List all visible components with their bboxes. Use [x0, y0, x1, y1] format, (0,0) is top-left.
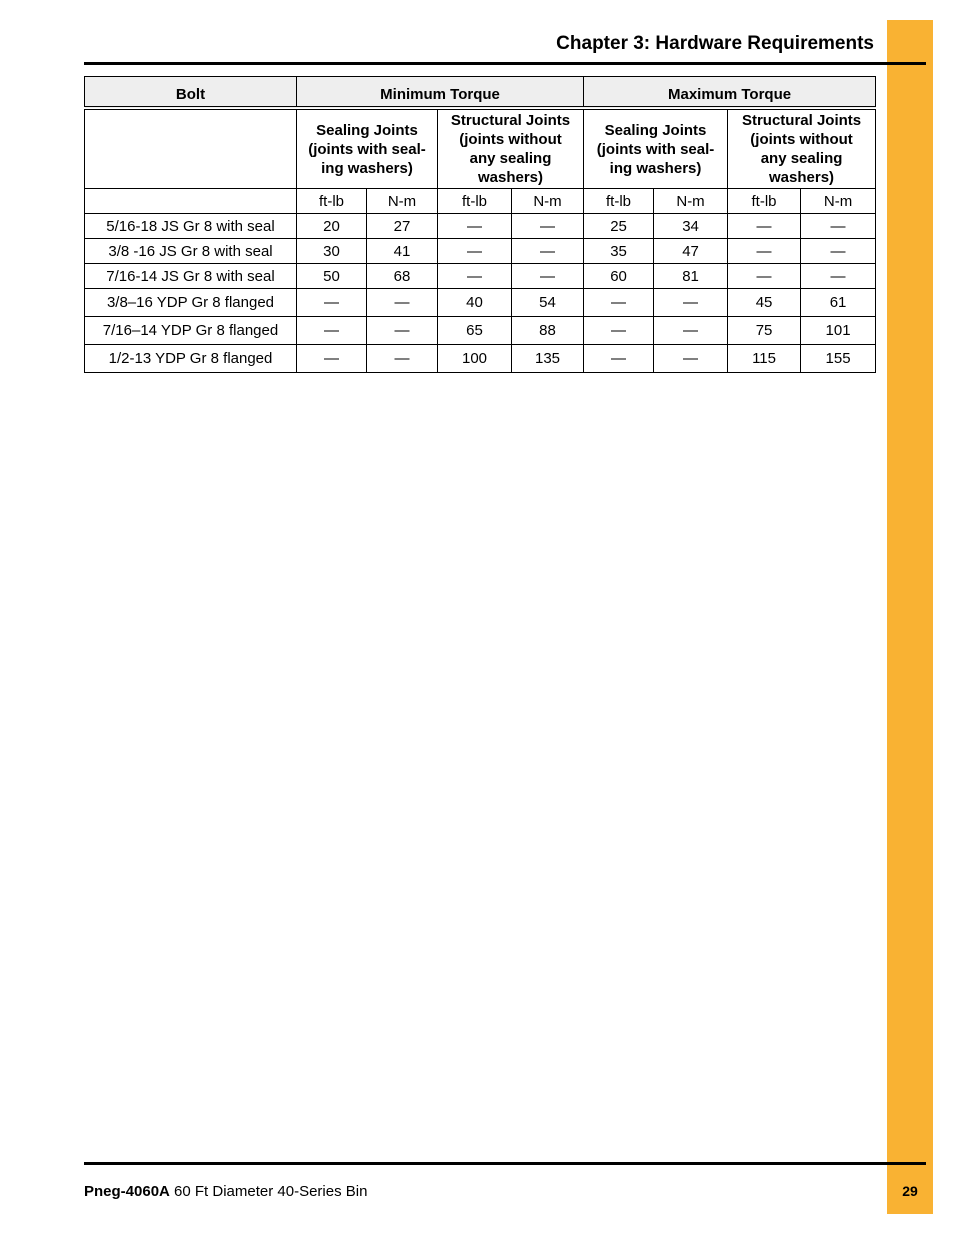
value-cell: — [512, 264, 584, 289]
table-row [85, 264, 876, 289]
value-cell: — [728, 239, 801, 264]
max-sealing-header: Sealing Joints (joints with seal- ing washers) [584, 108, 728, 189]
value-cell: — [297, 345, 367, 373]
value-cell: 65 [438, 317, 512, 345]
unit-cell: N-m [801, 189, 876, 214]
value-cell: 45 [728, 289, 801, 317]
table-row [85, 317, 876, 345]
value-cell: — [728, 214, 801, 239]
torque-table [84, 76, 876, 373]
page-number: 29 [902, 1183, 918, 1199]
unit-cell: ft-lb [728, 189, 801, 214]
max-structural-header: Structural Joints (joints without any sealing washers) [728, 108, 876, 189]
value-cell: 81 [654, 264, 728, 289]
bolt-cell: 7/16–14 YDP Gr 8 flanged [85, 317, 297, 345]
value-cell: — [438, 214, 512, 239]
value-cell: — [297, 317, 367, 345]
joint-type-row [85, 108, 876, 189]
bolt-cell: 5/16-18 JS Gr 8 with seal [85, 214, 297, 239]
value-cell: 101 [801, 317, 876, 345]
value-cell: 25 [584, 214, 654, 239]
value-cell: — [584, 345, 654, 373]
unit-cell: ft-lb [297, 189, 367, 214]
bolt-header: Bolt [85, 77, 297, 109]
table-row [85, 214, 876, 239]
value-cell: 61 [801, 289, 876, 317]
table-header-row [85, 77, 876, 109]
value-cell: 20 [297, 214, 367, 239]
value-cell: 88 [512, 317, 584, 345]
value-cell: — [654, 345, 728, 373]
value-cell: 40 [438, 289, 512, 317]
header-rule [84, 62, 926, 65]
value-cell: 115 [728, 345, 801, 373]
value-cell: — [367, 345, 438, 373]
value-cell: 34 [654, 214, 728, 239]
table-row [85, 289, 876, 317]
max-torque-header: Maximum Torque [584, 77, 876, 109]
table-row [85, 239, 876, 264]
value-cell: 41 [367, 239, 438, 264]
footer-document-title [84, 1183, 367, 1200]
value-cell: — [367, 289, 438, 317]
bolt-cell: 3/8 -16 JS Gr 8 with seal [85, 239, 297, 264]
value-cell: 135 [512, 345, 584, 373]
bolt-cell: 3/8–16 YDP Gr 8 flanged [85, 289, 297, 317]
blank-cell [85, 189, 297, 214]
value-cell: — [654, 289, 728, 317]
value-cell: — [801, 239, 876, 264]
footer-rule [84, 1162, 926, 1165]
unit-cell: ft-lb [438, 189, 512, 214]
value-cell: — [801, 264, 876, 289]
value-cell: — [584, 289, 654, 317]
unit-cell: N-m [654, 189, 728, 214]
unit-cell: ft-lb [584, 189, 654, 214]
bolt-cell: 1/2-13 YDP Gr 8 flanged [85, 345, 297, 373]
blank-cell [85, 108, 297, 189]
value-cell: — [367, 317, 438, 345]
value-cell: 30 [297, 239, 367, 264]
value-cell: 68 [367, 264, 438, 289]
unit-cell: N-m [512, 189, 584, 214]
value-cell: — [512, 239, 584, 264]
doc-title: 60 Ft Diameter 40-Series Bin [169, 1183, 368, 1200]
table-row [85, 345, 876, 373]
value-cell: — [728, 264, 801, 289]
value-cell: — [801, 214, 876, 239]
doc-id: Pneg-4060A [84, 1183, 170, 1200]
units-row [85, 189, 876, 214]
value-cell: 47 [654, 239, 728, 264]
value-cell: 35 [584, 239, 654, 264]
chapter-title: Chapter 3: Hardware Requirements [556, 33, 874, 54]
value-cell: 54 [512, 289, 584, 317]
value-cell: — [654, 317, 728, 345]
value-cell: — [297, 289, 367, 317]
value-cell: 75 [728, 317, 801, 345]
value-cell: 60 [584, 264, 654, 289]
min-structural-header: Structural Joints (joints without any sealing washers) [438, 108, 584, 189]
value-cell: 100 [438, 345, 512, 373]
min-sealing-header: Sealing Joints (joints with seal- ing washers) [297, 108, 438, 189]
value-cell: 27 [367, 214, 438, 239]
value-cell: — [584, 317, 654, 345]
bolt-cell: 7/16-14 JS Gr 8 with seal [85, 264, 297, 289]
min-torque-header: Minimum Torque [297, 77, 584, 109]
value-cell: 50 [297, 264, 367, 289]
value-cell: — [438, 239, 512, 264]
value-cell: 155 [801, 345, 876, 373]
value-cell: — [512, 214, 584, 239]
value-cell: — [438, 264, 512, 289]
unit-cell: N-m [367, 189, 438, 214]
chapter-side-tab [887, 20, 933, 1214]
